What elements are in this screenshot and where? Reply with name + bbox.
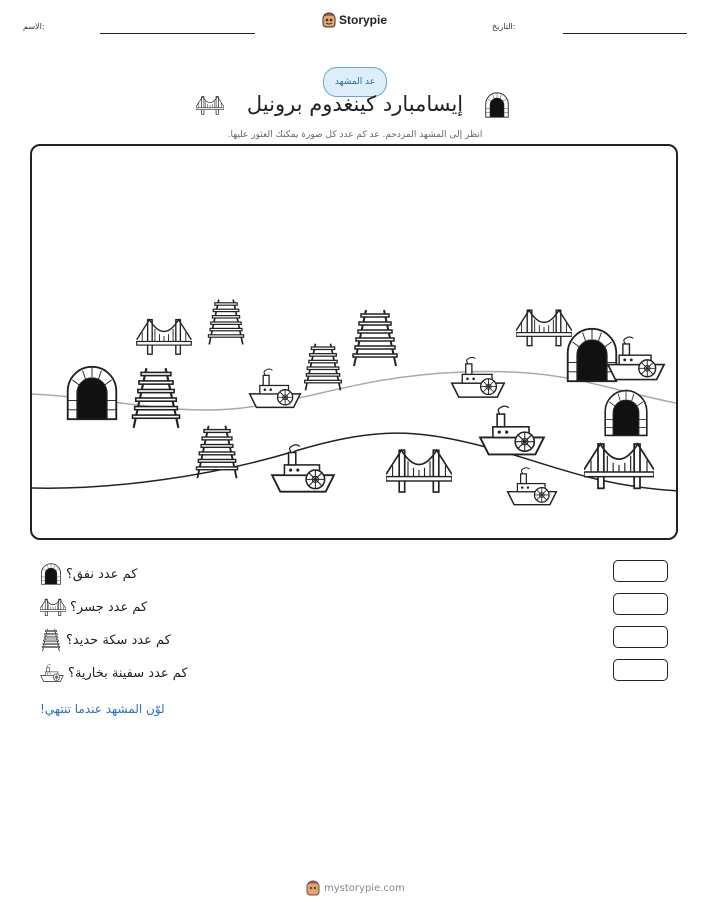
scene-bridge [137, 320, 192, 355]
scene-steamship [272, 445, 334, 492]
tunnel-icon [40, 562, 62, 586]
scene-railway-track [133, 368, 180, 428]
color-instruction: لوّن المشهد عندما تنتهي! [40, 702, 165, 716]
scene-railway-track [353, 310, 397, 366]
footer [306, 880, 405, 896]
activity-type-badge: عد المشهد [323, 67, 387, 97]
answer-box-railway-track[interactable] [613, 626, 668, 648]
question-railway-track [40, 627, 171, 653]
question-text: كم عدد سفينة بخارية؟ [68, 665, 188, 681]
question-bridge [40, 594, 147, 620]
question-text: كم عدد سكة حديد؟ [66, 632, 171, 648]
scene-bridge [386, 450, 452, 492]
question-steamship [40, 660, 188, 686]
storypie-logo-icon [322, 12, 336, 28]
brand-name: Storypie [339, 13, 388, 27]
answer-box-bridge[interactable] [613, 593, 668, 615]
brand-logo [322, 12, 387, 28]
footer-url[interactable]: mystorypie.com [324, 882, 405, 894]
steamship-icon [40, 662, 64, 684]
question-tunnel [40, 561, 137, 587]
scene-tunnel [605, 391, 647, 436]
date-label: التاريخ: [492, 22, 516, 31]
scene-bridge [584, 444, 654, 488]
tunnel-icon [484, 92, 510, 118]
scene-railway-track [208, 300, 243, 345]
scene-tunnel [568, 329, 617, 381]
railway-track-icon [40, 628, 62, 652]
scene-steamship [508, 468, 557, 505]
answer-box-steamship[interactable] [613, 659, 668, 681]
question-text: كم عدد نفق؟ [66, 566, 138, 582]
page-title: إيسامبارد كينغدوم برونيل [246, 92, 464, 116]
scene-tunnel [68, 367, 117, 419]
question-text: كم عدد جسر؟ [70, 599, 148, 615]
scene-bridge [516, 310, 572, 345]
scene-steamship [250, 369, 301, 407]
date-input-line[interactable] [563, 33, 687, 34]
storypie-logo-icon [306, 880, 320, 896]
instructions: انظر إلى المشهد المزدحم. عد كم عدد كل صورة يمكنك العثور عليها. [227, 130, 483, 140]
scene-railway-track [196, 426, 237, 478]
busy-scene [30, 144, 678, 540]
answer-box-tunnel[interactable] [613, 560, 668, 582]
scene-steamship [452, 357, 505, 397]
scene-steamship [480, 406, 544, 454]
scene-railway-track [305, 344, 342, 391]
name-label: الاسم: [23, 22, 45, 31]
bridge-icon [40, 596, 66, 618]
name-input-line[interactable] [100, 33, 255, 34]
